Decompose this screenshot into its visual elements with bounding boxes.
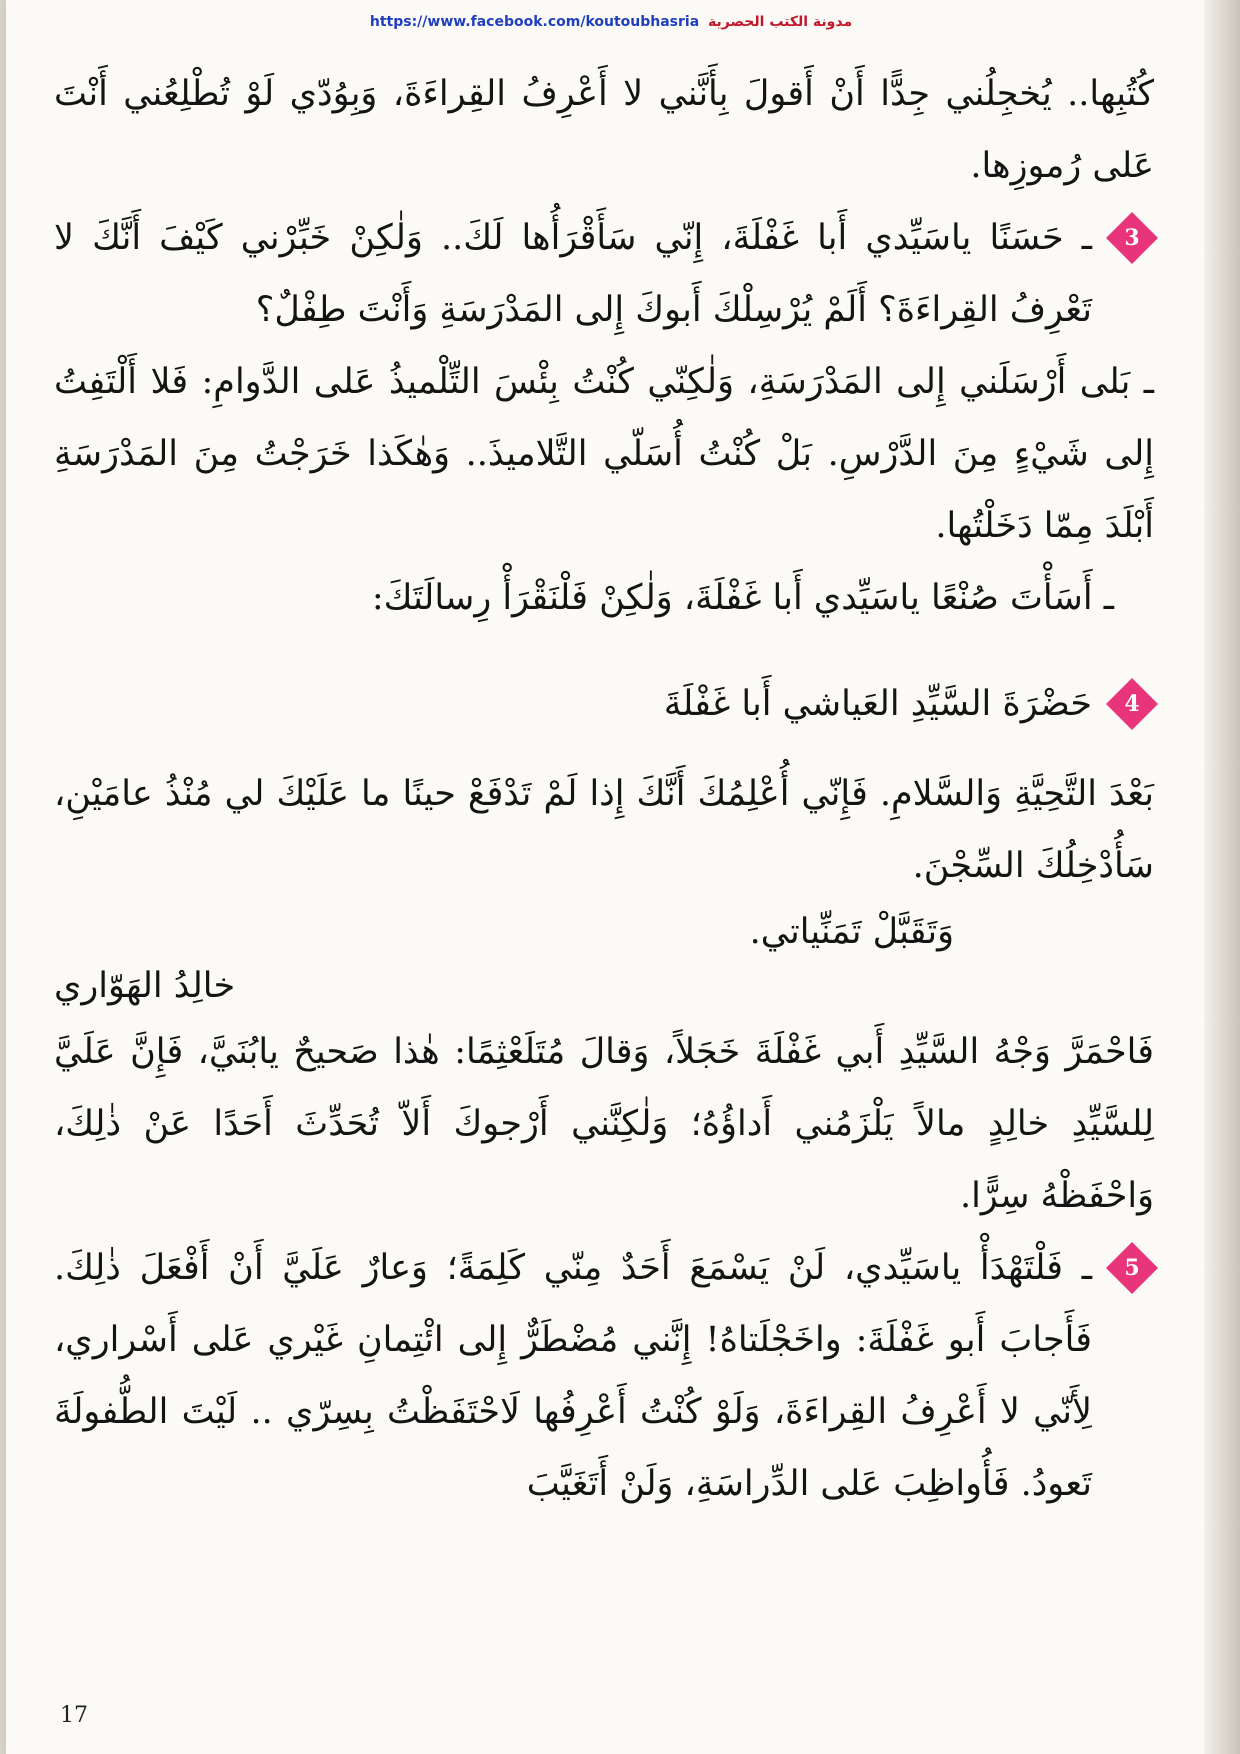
watermark-site-name: مدونة الكتب الحصرية [708, 14, 853, 30]
section-number-badge-5: 5 [1104, 1240, 1160, 1296]
narrative-paragraph: فَاحْمَرَّ وَجْهُ السَّيِّدِ أَبي غَفْلَةَ خَجَلاً، وَقالَ مُتَلَعْثِمًا: هٰذا صَحيحٌ يابُنَيَّ، فَإِنَّ عَلَيَّ لِلسَّيِّدِ خالِدٍ مالاً يَلْزَمُني أَداؤُهُ؛ وَلٰكِنَّني أَرْجوكَ أَلاّ تُحَدِّثَ أَحَدًا عَنْ ذٰلِكَ، وَاحْفَظْهُ سِرًّا. [54, 1032, 1154, 1216]
letter-salutation: حَضْرَةَ السَّيِّدِ العَياشي أَبا غَفْلَةَ [663, 684, 1092, 724]
dialogue-paragraph: ـ أَسَأْتَ صُنْعًا ياسَيِّدي أَبا غَفْلَةَ، وَلٰكِنْ فَلْنَقْرَأْ رِسالَتَكَ: [371, 578, 1114, 618]
watermark-url[interactable]: https://www.facebook.com/koutoubhasria [369, 14, 700, 30]
dialogue-paragraph: ـ حَسَنًا ياسَيِّدي أَبا غَفْلَةَ، إِنّي سَأَقْرَأُها لَكَ.. وَلٰكِنْ خَبِّرْني كَيْفَ أَنَّكَ لا تَعْرِفُ القِراءَةَ؟ أَلَمْ يُرْسِلْكَ أَبوكَ إِلى المَدْرَسَةِ وَأَنْتَ طِفْلٌ؟ [54, 218, 1092, 330]
section-number-badge-3: 3 [1104, 210, 1160, 266]
book-page [6, 0, 1216, 1754]
dialogue-paragraph: ـ بَلى أَرْسَلَني إِلى المَدْرَسَةِ، وَلٰكِنّي كُنْتُ بِئْسَ التِّلْميذُ عَلى الدَّوامِ: فَلا أَلْتَفِتُ إِلى شَيْءٍ مِنَ الدَّرْسِ. بَلْ كُنْتُ أُسَلّي التَّلاميذَ.. وَهٰكَذا خَرَجْتُ مِنَ المَدْرَسَةِ أَبْلَدَ مِمّا دَخَلْتُها. [54, 362, 1154, 546]
page-text [54, 58, 1154, 1520]
dialogue-paragraph: ـ فَلْتَهْدَأْ ياسَيِّدي، لَنْ يَسْمَعَ أَحَدٌ مِنّي كَلِمَةً؛ وَعارٌ عَلَيَّ أَنْ أَفْعَلَ ذٰلِكَ. فَأَجابَ أَبو غَفْلَةَ: واخَجْلَتاهُ! إِنَّني مُضْطَرٌّ إِلى ائْتِمانِ غَيْري عَلى أَسْراري، لِأَنّي لا أَعْرِفُ القِراءَةَ، وَلَوْ كُنْتُ أَعْرِفُها لَاحْتَفَظْتُ بِسِرّي .. لَيْتَ الطُّفولَةَ تَعودُ. فَأُواظِبَ عَلى الدِّراسَةِ، وَلَنْ أَتَغَيَّبَ [54, 1248, 1092, 1504]
letter-closing: وَتَقَبَّلْ تَمَنِّياتي. [749, 912, 954, 952]
section-4 [54, 668, 1154, 740]
letter-signature: خالِدُ الهَوّاري [54, 966, 236, 1006]
section-5 [54, 1232, 1154, 1520]
page-number: 17 [60, 1703, 88, 1728]
paragraph-continuation: كُتُبِها.. يُخجِلُني جِدًّا أَنْ أَقولَ بِأَنَّني لا أَعْرِفُ القِراءَةَ، وَبِوُدّي لَوْ تُطْلِعُني أَنْتَ عَلى رُموزِها. [54, 74, 1154, 186]
page-edge-shadow [1204, 0, 1240, 1754]
section-number-badge-4: 4 [1104, 676, 1160, 732]
letter-body: بَعْدَ التَّحِيَّةِ وَالسَّلامِ. فَإِنّي أُعْلِمُكَ أَنَّكَ إِذا لَمْ تَدْفَعْ حينًا ما عَلَيْكَ لي مُنْذُ عامَيْنِ، سَأُدْخِلُكَ السِّجْنَ. [54, 774, 1154, 886]
section-3 [54, 202, 1154, 346]
watermark-header [6, 14, 1216, 30]
